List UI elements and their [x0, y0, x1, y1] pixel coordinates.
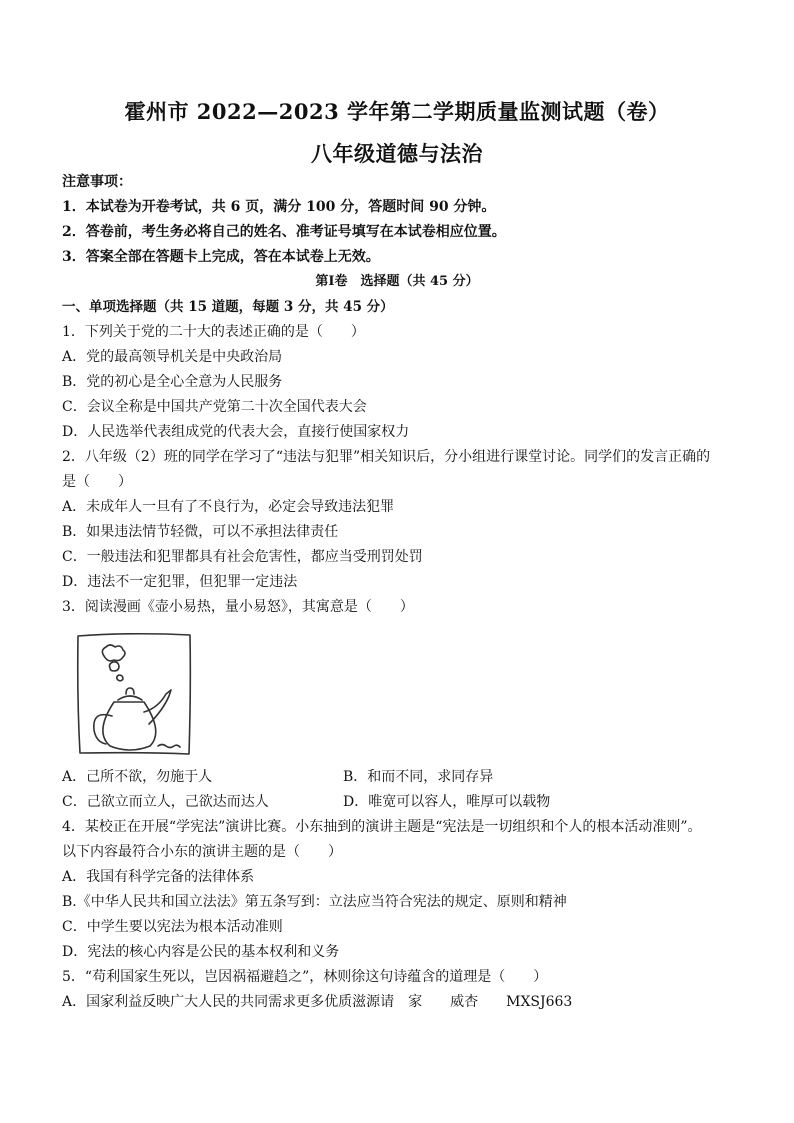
option: A．国家利益反映广大人民的共同需求更多优质滋源请 家 威杏 MXSJ663 — [62, 994, 573, 1010]
question-stem: 5．“苟利国家生死以，岂因祸福避趋之”，林则徐这句诗蕴含的道理是（ ） — [62, 969, 548, 985]
question-stem: 1．下列关于党的二十大的表述正确的是（ ） — [62, 324, 365, 340]
option: D．人民选举代表组成党的代表大会，直接行使国家权力 — [62, 424, 410, 440]
option: B．如果违法情节轻微，可以不承担法律责任 — [62, 524, 339, 540]
question-stem: 3．阅读漫画《壶小易热，量小易怒》，其寓意是（ ） — [62, 599, 414, 615]
notes-item: 2．答卷前，考生务必将自己的姓名、准考证号填写在本试卷相应位置。 — [62, 224, 506, 240]
notes-item: 3．答案全部在答题卡上完成，答在本试卷上无效。 — [62, 249, 380, 265]
option: B．和而不同，求同存异 — [343, 769, 494, 785]
option: C．中学生要以宪法为根本活动准则 — [62, 919, 283, 935]
option: B.《中华人民共和国立法法》第五条写到：立法应当符合宪法的规定、原则和精神 — [62, 894, 567, 910]
option: D．违法不一定犯罪，但犯罪一定违法 — [62, 574, 298, 590]
option: A．未成年人一旦有了不良行为，必定会导致违法犯罪 — [62, 499, 395, 515]
question-stem-continued: 以下内容最符合小东的演讲主题的是（ ） — [62, 844, 342, 860]
option: D．宪法的核心内容是公民的基本权利和义务 — [62, 944, 340, 960]
notes-item: 1．本试卷为开卷考试，共 6 页，满分 100 分，答题时间 90 分钟。 — [62, 199, 496, 215]
option: C．一般违法和犯罪都具有社会危害性，都应当受刑罚处罚 — [62, 549, 423, 565]
page-title: 霍州市 2022—2023 学年第二学期质量监测试题（卷） — [124, 99, 670, 124]
option: A．己所不欲，勿施于人 — [62, 769, 213, 785]
teapot-cartoon-image — [74, 630, 194, 758]
option: A．我国有科学完备的法律体系 — [62, 869, 255, 885]
option: C．会议全称是中国共产党第二十次全国代表大会 — [62, 399, 367, 415]
option: D．唯宽可以容人，唯厚可以载物 — [343, 794, 551, 810]
question-stem: 4．某校正在开展“学宪法”演讲比赛。小东抽到的演讲主题是“宪法是一切组织和个人的根本活动准则”。 — [62, 819, 702, 835]
option: C．己欲立而立人，己欲达而达人 — [62, 794, 269, 810]
question-stem: 2．八年级（2）班的同学在学习了“违法与犯罪”相关知识后，分小组进行课堂讨论。同学们的发言正确的 — [62, 449, 711, 465]
section-heading: 一、单项选择题（共 15 道题，每题 3 分，共 45 分） — [62, 299, 394, 315]
option: B．党的初心是全心全意为人民服务 — [62, 374, 283, 390]
page-subtitle: 八年级道德与法治 — [311, 141, 483, 166]
part-title: 第Ⅰ卷 选择题（共 45 分） — [315, 274, 479, 289]
notes-heading: 注意事项： — [62, 174, 132, 190]
option: A．党的最高领导机关是中央政治局 — [62, 349, 283, 365]
question-stem-continued: 是（ ） — [62, 474, 132, 490]
